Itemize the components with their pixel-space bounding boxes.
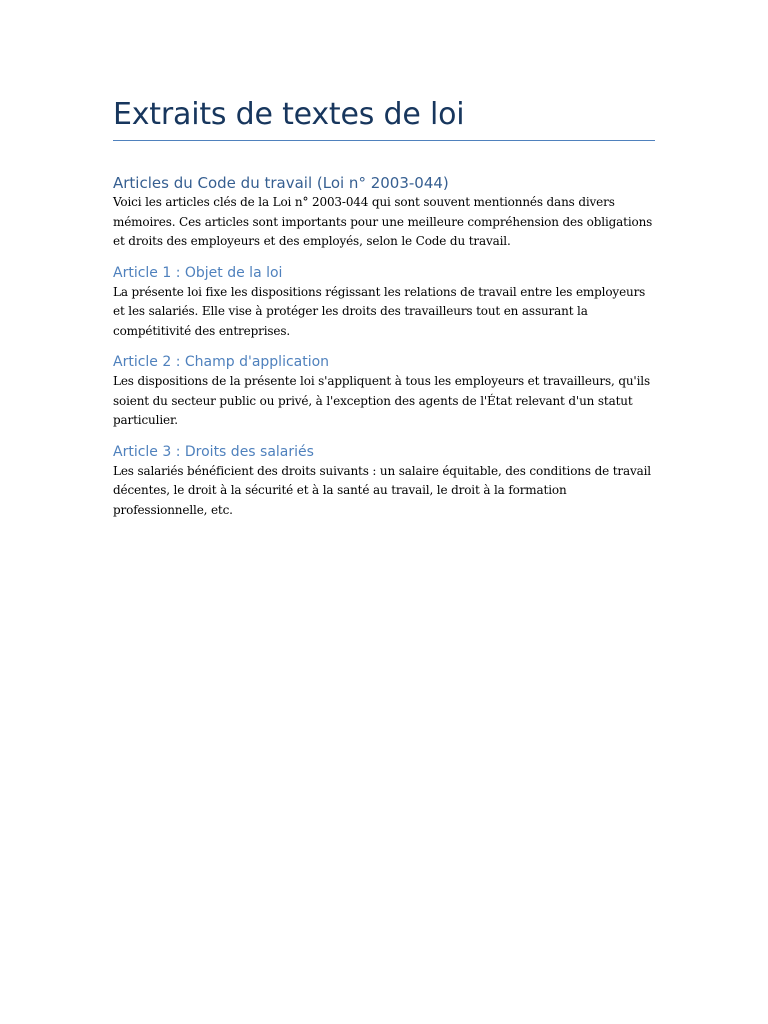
article-3-heading: Article 3 : Droits des salariés: [113, 443, 314, 460]
article-1-heading: Article 1 : Objet de la loi: [113, 264, 283, 281]
section-heading: Articles du Code du travail (Loi n° 2003-044): [113, 174, 449, 192]
document-title: Extraits de textes de loi: [113, 96, 655, 141]
section-intro: Voici les articles clés de la Loi n° 2003-044 qui sont souvent mentionnés dans divers mémoires. Ces articles sont importants pour une meilleure compréhension des obligations et droits des employeurs et des employés, selon le Code du travail.: [113, 195, 653, 248]
article-2-text: Les dispositions de la présente loi s'appliquent à tous les employeurs et travailleurs, qu'ils soient du secteur public ou privé, à l'exception des agents de l'État relevant d'un statut particulier.: [113, 374, 650, 427]
document-page: [113, 0, 655, 520]
article-3-text: Les salariés bénéficient des droits suivants : un salaire équitable, des conditions de travail décentes, le droit à la sécurité et à la santé au travail, le droit à la formation professionnelle, etc.: [113, 463, 651, 517]
article-2-heading: Article 2 : Champ d'application: [113, 354, 330, 370]
article-1-text: La présente loi fixe les dispositions régissant les relations de travail entre les employeurs et les salariés. Elle vise à protéger les droits des travailleurs tout en assurant la compétitivité des entreprises.: [113, 284, 646, 338]
